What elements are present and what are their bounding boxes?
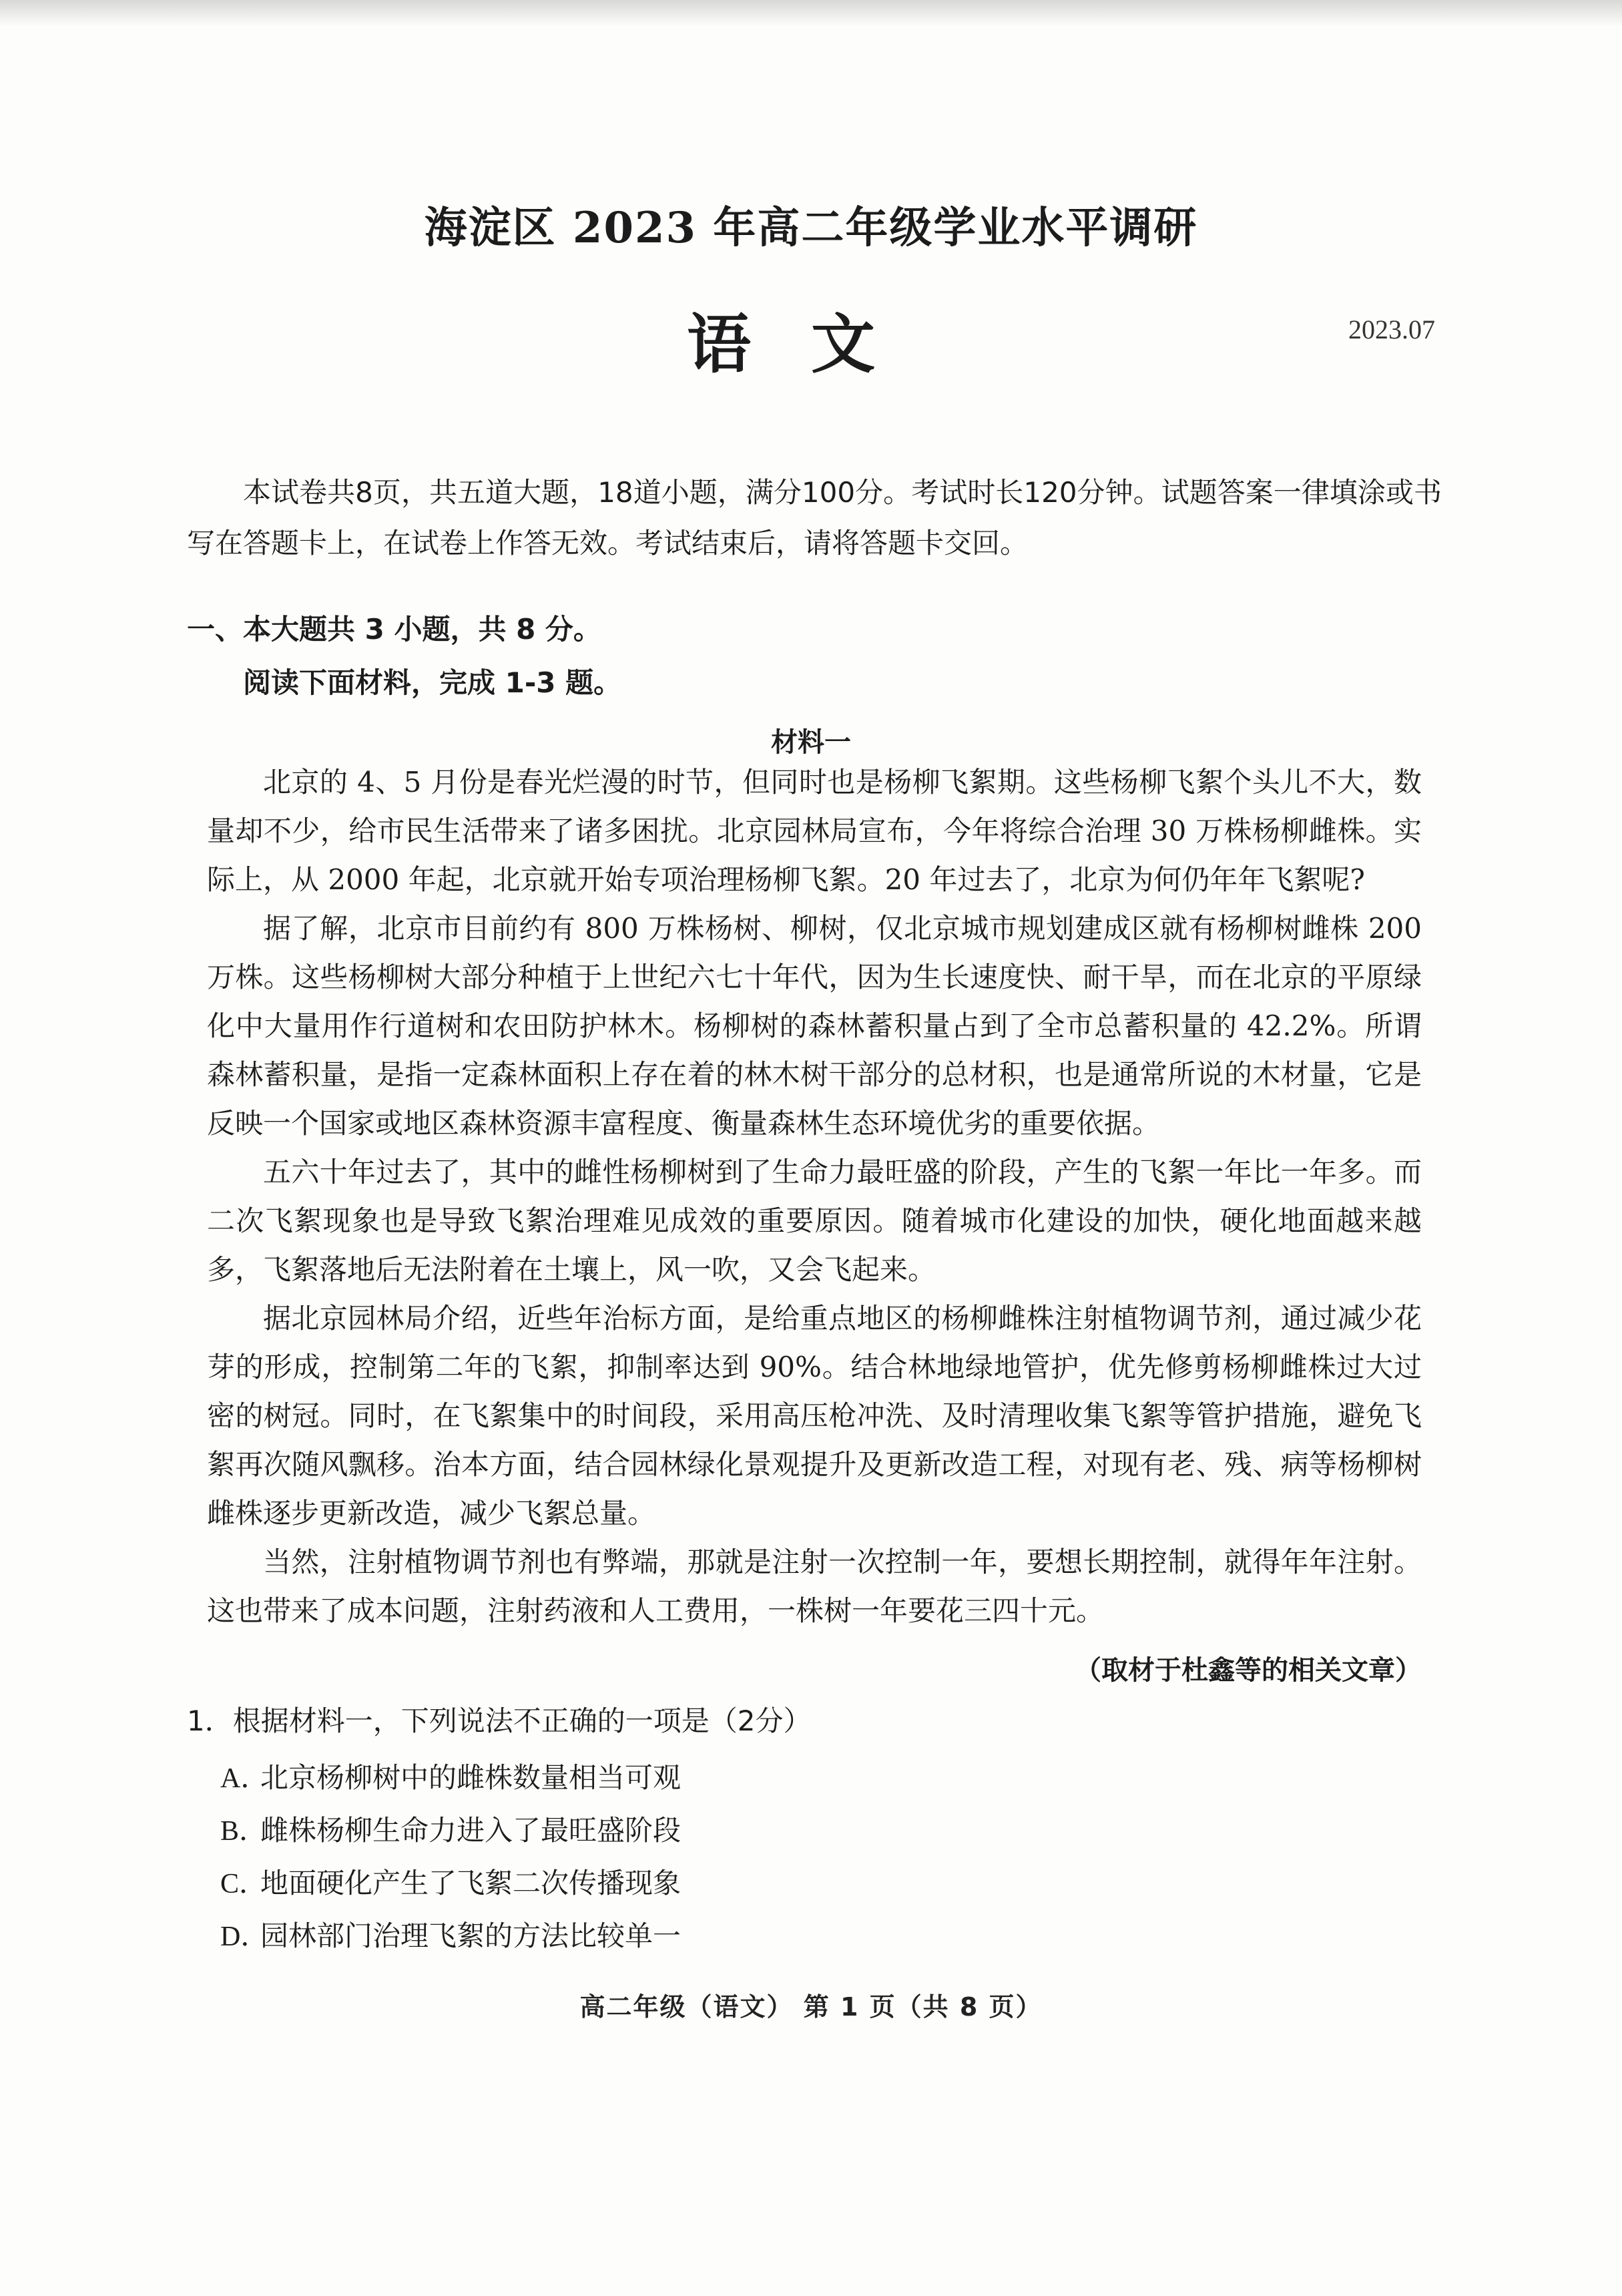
exam-title: 海淀区 2023 年高二年级学业水平调研 bbox=[424, 203, 1198, 253]
option-letter: C． bbox=[220, 1869, 268, 1899]
scan-edge-shadow bbox=[0, 0, 1622, 27]
option-text: 地面硬化产生了飞絮二次传播现象 bbox=[260, 1867, 682, 1899]
passage-paragraph: 五六十年过去了，其中的雌性杨柳树到了生命力最旺盛的阶段，产生的飞絮一年比一年多。而二次飞絮现象也是导致飞絮治理难见成效的重要原因。随着城市化建设的加快，硬化地面越来越多，飞絮落地后无法附着在土壤上，风一吹，又会飞起来。 bbox=[207, 1156, 1422, 1286]
option-a bbox=[220, 1754, 1442, 1803]
passage-paragraph: 当然，注射植物调节剂也有弊端，那就是注射一次控制一年，要想长期控制，就得年年注射。这也带来了成本问题，注射药液和人工费用，一株树一年要花三四十元。 bbox=[207, 1546, 1422, 1627]
option-d bbox=[220, 1912, 1442, 1961]
exam-instructions: 本试卷共8页，共五道大题，18道小题，满分100分。考试时长120分钟。试题答案一律填涂或书写在答题卡上，在试卷上作答无效。考试结束后，请将答题卡交回。 bbox=[187, 476, 1442, 559]
material-1-source: （取材于杜鑫等的相关文章） bbox=[1075, 1655, 1422, 1686]
exam-date: 2023.07 bbox=[1348, 314, 1435, 345]
question-1-stem: 1．根据材料一，下列说法不正确的一项是（2分） bbox=[187, 1704, 812, 1737]
material-1-passage bbox=[207, 758, 1422, 1635]
section-1-instruction: 阅读下面材料，完成 1-3 题。 bbox=[243, 666, 622, 699]
subject-title: 语文 bbox=[687, 306, 935, 382]
material-1-title: 材料一 bbox=[771, 727, 851, 758]
passage-paragraph: 据了解，北京市目前约有 800 万株杨树、柳树，仅北京城市规划建成区就有杨柳树雌株 200 万株。这些杨柳树大部分种植于上世纪六七十年代，因为生长速度快、耐干旱，而在北京的平原绿化中大量用作行道树和农田防护林木。杨柳树的森林蓄积量占到了全市总蓄积量的 42.2%。所谓森林蓄积量，是指一定森林面积上存在着的林木树干部分的总材积，也是通常所说的木材量，它是反映一个国家或地区森林资源丰富程度、衡量森林生态环境优劣的重要依据。 bbox=[207, 912, 1422, 1140]
option-letter: A． bbox=[220, 1763, 269, 1794]
section-1-heading: 一、本大题共 3 小题，共 8 分。 bbox=[187, 613, 601, 646]
option-letter: D． bbox=[220, 1921, 269, 1952]
page-footer: 高二年级（语文） 第 1 页（共 8 页） bbox=[579, 1992, 1043, 2022]
passage-paragraph: 据北京园林局介绍，近些年治标方面，是给重点地区的杨柳雌株注射植物调节剂，通过减少花芽的形成，控制第二年的飞絮，抑制率达到 90%。结合林地绿地管护，优先修剪杨柳雌株过大过密的树冠。同时，在飞絮集中的时间段，采用高压枪冲洗、及时清理收集飞絮等管护措施，避免飞絮再次随风飘移。治本方面，结合园林绿化景观提升及更新改造工程，对现有老、残、病等杨柳树雌株逐步更新改造，减少飞絮总量。 bbox=[207, 1302, 1422, 1530]
question-1 bbox=[187, 1699, 1442, 1965]
passage-paragraph: 北京的 4、5 月份是春光烂漫的时节，但同时也是杨柳飞絮期。这些杨柳飞絮个头儿不大，数量却不少，给市民生活带来了诸多困扰。北京园林局宣布，今年将综合治理 30 万株杨柳雌株。实际上，从 2000 年起，北京就开始专项治理杨柳飞絮。20 年过去了，北京为何仍年年飞絮呢? bbox=[207, 766, 1422, 896]
option-c bbox=[220, 1859, 1442, 1908]
option-letter: B． bbox=[220, 1816, 268, 1847]
option-text: 北京杨柳树中的雌株数量相当可观 bbox=[260, 1761, 682, 1794]
option-text: 雌株杨柳生命力进入了最旺盛阶段 bbox=[260, 1814, 682, 1847]
option-b bbox=[220, 1807, 1442, 1855]
option-text: 园林部门治理飞絮的方法比较单一 bbox=[260, 1919, 682, 1952]
question-1-options bbox=[187, 1754, 1442, 1961]
